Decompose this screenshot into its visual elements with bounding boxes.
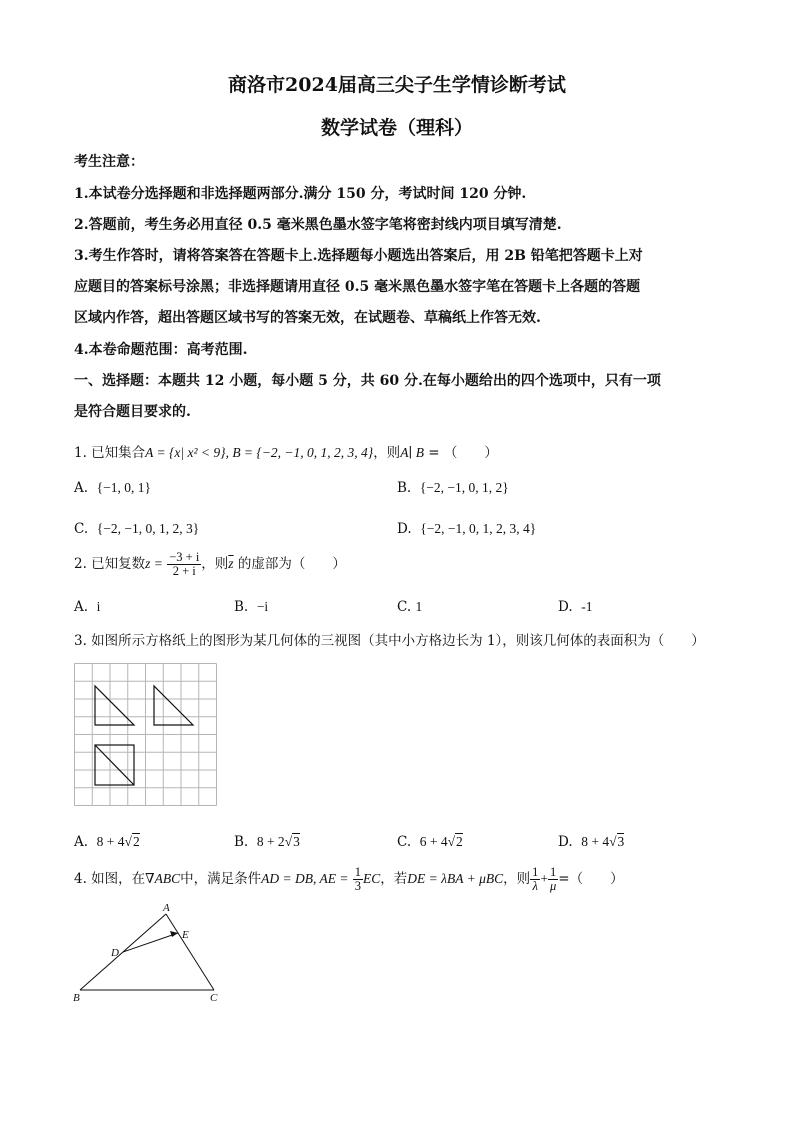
q1-set-a: A = {x| x² < 9}: [145, 445, 226, 460]
q1-option-b-label: B.: [397, 480, 412, 496]
q2-suffix: ，则: [201, 556, 229, 573]
q1-option-a: [74, 480, 151, 496]
q3-option-b-value: 8 + 2: [256, 834, 285, 849]
q4-f2-den: μ: [549, 879, 557, 894]
q2-z-conjugate: $\overline{z}$: [228, 556, 234, 572]
q1-expression: A∣ B: [400, 445, 424, 460]
q4-fraction-lambda: [530, 866, 540, 893]
q1-suffix: ，则: [373, 445, 401, 461]
q1-option-b-value: {−2, −1, 0, 1, 2}: [419, 480, 509, 495]
q3-option-d-label: D.: [558, 834, 573, 850]
q3-option-c-radical: √2: [447, 834, 463, 849]
q3-option-b-label: B.: [234, 834, 249, 850]
notice-item-1: 1.本试卷分选择题和非选择题两部分.满分 150 分，考试时间 120 分钟.: [74, 186, 527, 202]
q2-numerator: −3 + i: [169, 550, 200, 564]
q3-option-d-radical: √3: [609, 834, 625, 849]
q3-option-b-radical: √3: [284, 834, 300, 849]
q3-option-c: [397, 834, 463, 850]
q2-denominator: 2 + i: [172, 564, 196, 579]
question-3: 3. 如图所示方格纸上的图形为某几何体的三视图（其中小方格边长为 1），则该几何体的表面积为（ ）: [74, 633, 705, 649]
q3-option-d-radicand: 3: [617, 834, 625, 849]
q2-z-eq: z =: [145, 556, 163, 572]
q1-option-d-label: D.: [397, 521, 412, 537]
q2-prefix: 2. 已知复数: [74, 556, 146, 573]
side-view-triangle: [154, 686, 193, 725]
q4-prefix: 4. 如图，在: [74, 871, 146, 888]
label-b: B: [73, 992, 80, 1004]
notice-item-4: 4.本卷命题范围：高考范围.: [74, 342, 248, 358]
q4-then: ，则: [503, 871, 531, 888]
q1-option-c: [74, 521, 199, 537]
q4-fraction-third: [353, 866, 363, 893]
question-1: [74, 441, 498, 461]
q2-fraction: [167, 551, 201, 578]
q2-tail: 的虚部为（ ）: [237, 556, 346, 573]
notice-item-3-line3: 区域内作答，超出答题区域书写的答案无效，在试题卷、草稿纸上作答无效.: [74, 310, 541, 326]
q1-option-a-value: {−1, 0, 1}: [96, 480, 151, 495]
q2-option-c-value: 1: [415, 599, 423, 614]
notice-item-3-line1: 3.考生作答时，请将答案答在答题卡上.选择题每小题选出答案后，用 2B 铅笔把答题卡上对: [74, 248, 643, 264]
page-title: 商洛市2024届高三尖子生学情诊断考试: [228, 74, 566, 96]
vector-de: [123, 933, 178, 952]
q1-set-b: , B = {−2, −1, 0, 1, 2, 3, 4}: [225, 445, 374, 460]
q2-option-c: [397, 599, 422, 615]
q3-option-d-value: 8 + 4: [581, 834, 610, 849]
q4-fraction-num: 1: [354, 865, 361, 879]
q1-option-d: [397, 521, 536, 537]
q1-option-d-value: {−2, −1, 0, 1, 2, 3, 4}: [420, 521, 537, 536]
q2-option-a-label: A.: [74, 599, 89, 615]
page-subtitle: 数学试卷（理科）: [320, 117, 473, 139]
q2-option-b: [234, 599, 268, 615]
q3-option-a: [74, 834, 140, 850]
notice-heading: 考生注意：: [74, 154, 144, 170]
notice-item-3-line2: 应题目的答案标号涂黑；非选择题请用直径 0.5 毫米黑色墨水签字笔在答题卡上各题的答题: [74, 279, 641, 295]
triangle-figure: [70, 900, 230, 1006]
q4-if: ，若: [380, 871, 408, 888]
q4-fraction-mu: [548, 866, 558, 893]
q4-f1-den: λ: [532, 879, 538, 894]
label-d: D: [111, 947, 119, 959]
q3-option-c-label: C.: [397, 834, 412, 850]
q2-option-b-label: B.: [234, 599, 249, 615]
section-1-instructions-cont: 是符合题目要求的.: [74, 404, 191, 420]
q1-option-b: [397, 480, 509, 496]
q3-option-a-radicand: 2: [132, 834, 140, 849]
q3-option-c-radicand: 2: [456, 834, 463, 849]
question-2: [74, 551, 346, 578]
q2-option-b-value: −i: [256, 599, 269, 614]
q4-condition-2: EC: [363, 871, 381, 887]
q3-option-a-label: A.: [74, 834, 89, 850]
q1-prefix: 1. 已知集合: [74, 445, 146, 461]
q4-f2-num: 1: [548, 866, 558, 880]
q2-option-a-value: i: [96, 599, 101, 614]
q4-condition-1: AD = DB, AE =: [261, 871, 349, 887]
q2-option-d-value: -1: [581, 599, 593, 614]
q4-mid: 中，满足条件: [180, 871, 262, 888]
question-4: [74, 866, 624, 893]
q2-option-c-label: C.: [397, 599, 412, 615]
q3-option-c-value: 6 + 4: [419, 834, 448, 849]
grid-lines: [75, 664, 217, 806]
q1-tail: = （ ）: [428, 445, 498, 461]
q3-option-b-radicand: 3: [293, 834, 300, 849]
label-e: E: [182, 929, 189, 941]
q1-option-c-label: C.: [74, 521, 89, 537]
q4-fraction-den: 3: [354, 879, 361, 894]
q4-triangle: ∇ABC: [145, 871, 181, 887]
q4-tail: =（ ）: [558, 871, 624, 888]
q3-option-b: [234, 834, 300, 850]
section-1-instructions: 一、选择题：本题共 12 小题，每小题 5 分，共 60 分.在每小题给出的四个选项中，只有一项: [74, 373, 661, 389]
q4-f1-num: 1: [532, 865, 539, 879]
label-a: A: [163, 902, 170, 914]
q1-option-a-label: A.: [74, 480, 89, 496]
q1-option-c-value: {−2, −1, 0, 1, 2, 3}: [96, 521, 200, 536]
q2-option-d-label: D.: [558, 599, 573, 615]
notice-item-2: 2.答题前，考生务必用直径 0.5 毫米黑色墨水签字笔将密封线内项目填写清楚.: [74, 217, 562, 233]
label-c: C: [210, 992, 218, 1004]
side-ac: [166, 914, 214, 990]
q4-plus: +: [540, 871, 548, 887]
q4-expression: DE = λBA + μBC: [407, 871, 504, 887]
q2-option-a: [74, 599, 100, 615]
q2-option-d: [558, 599, 592, 615]
q3-option-d: [558, 834, 624, 850]
q3-option-a-value: 8 + 4: [96, 834, 125, 849]
q3-option-a-radical: √2: [124, 834, 140, 849]
three-view-grid-figure: [74, 663, 217, 806]
